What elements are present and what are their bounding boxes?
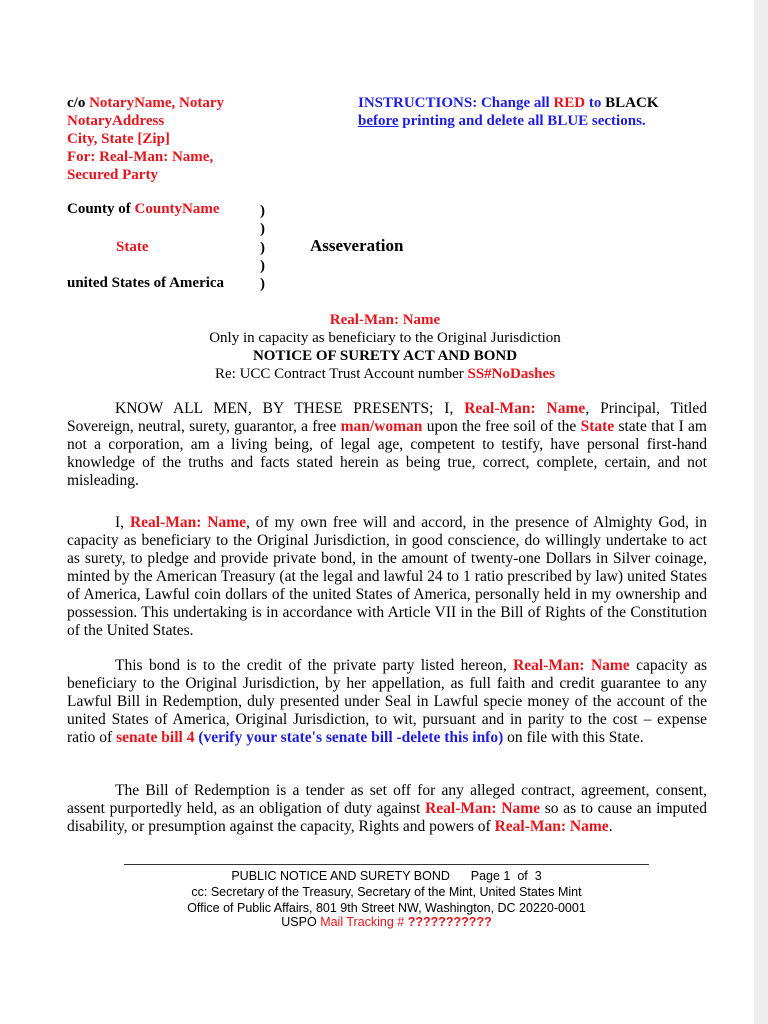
paragraph-pledge: I, Real-Man: Name, of my own free will and accord, in the presence of Almighty God, in capacity as beneficiary to the Original Jurisdiction, in good conscience, do willingly undertake to act as surety, to pledge and provide private bond, in the amount of twenty-one Dollars in Silver coinage, minted by the American Treasury (at the legal and lawful 24 to 1 ratio prescribed by law) united States of America, Lawful coin dollars of the united States of America, personally held in my ownership and possession. This undertaking is in accordance with Article VII in the Bill of Rights of the Constitution of the United States. [67, 514, 707, 639]
footer-title: PUBLIC NOTICE AND SURETY BOND [231, 869, 450, 883]
footer-office: Office of Public Affairs, 801 9th Street NW, Washington, DC 20220-0001 [187, 901, 586, 915]
heading-capacity: Only in capacity as beneficiary to the Original Jurisdiction [209, 330, 561, 346]
footer-cc: cc: Secretary of the Treasury, Secretary of the Mint, United States Mint [191, 885, 582, 899]
instructions-red-word: RED [553, 95, 586, 111]
real-man-name: Real-Man: Name [464, 400, 586, 417]
heading-name: Real-Man: Name [329, 312, 441, 328]
city-state-zip: City, State [Zip] [67, 131, 170, 147]
sender-address-block [67, 94, 224, 184]
venue-paren: ) [260, 258, 265, 274]
document-title: Asseveration [310, 236, 404, 255]
account-number: SS#NoDashes [467, 366, 556, 382]
instructions-rest: printing and delete all BLUE sections. [398, 113, 646, 129]
footer-rule [124, 864, 649, 865]
page-total: 3 [534, 869, 542, 883]
real-man-name: Real-Man: Name [425, 800, 541, 817]
real-man-name: Real-Man: Name [129, 514, 247, 531]
county-line [67, 201, 220, 218]
paragraph-know-all-men: KNOW ALL MEN, BY THESE PRESENTS; I, Real-Man: Name, Principal, Titled Sovereign, neutral, surety, guarantor, a free man/woman upon the free soil of the State state that I am not a corporation, am a living being, of legal age, competent to testify, have personal first-hand knowledge of the truths and facts stated herein as being true, correct, complete, certain, and not misleading. [67, 400, 707, 489]
page-number: 1 [503, 869, 511, 883]
real-man-name: Real-Man: Name [494, 818, 609, 835]
county-name: CountyName [134, 201, 220, 217]
re-label: Re: UCC Contract Trust Account number [214, 366, 468, 382]
notary-name: NotaryName, Notary [89, 95, 225, 111]
secured-party: Secured Party [67, 167, 158, 183]
page-of: of [517, 869, 528, 883]
page-label: Page [470, 869, 500, 883]
footer-title-line [124, 868, 649, 884]
instructions-to: to [585, 95, 606, 111]
instructions-block [358, 94, 658, 130]
footer-uspo-line [124, 914, 649, 930]
venue-paren: ) [260, 240, 265, 256]
venue-paren: ) [260, 276, 265, 292]
instructions-before: before [358, 113, 399, 129]
instructions-label: INSTRUCTIONS: Change all [358, 95, 554, 111]
venue-paren: ) [260, 221, 265, 237]
state-placeholder: State [580, 418, 615, 435]
real-man-name: Real-Man: Name [513, 657, 630, 674]
verify-note: (verify your state's senate bill -delete this info) [194, 729, 504, 746]
care-of-prefix: c/o [67, 95, 90, 111]
venue-state: State [116, 239, 149, 255]
venue-country: united States of America [67, 275, 225, 291]
page-edge-gutter [754, 0, 768, 1024]
re-line [67, 365, 703, 383]
gender-placeholder: man/woman [340, 418, 423, 435]
notary-address: NotaryAddress [67, 113, 165, 129]
senate-bill: senate bill 4 [116, 729, 195, 746]
uspo-label: USPO [281, 915, 321, 929]
mail-tracking-value: ??????????? [407, 915, 492, 929]
mail-tracking-label: Mail Tracking # [320, 915, 408, 929]
notice-title: NOTICE OF SURETY ACT AND BOND [252, 348, 518, 364]
paragraph-bond-credit: This bond is to the credit of the private party listed hereon, Real-Man: Name capacity as beneficiary to the Original Jurisdiction, by her appellation, as full faith and credit guarantee to any Lawful Bill in Redemption, duly presented under Seal in Lawful specie money of the account of the united States of America, Original Jurisdiction, to wit, pursuant and in parity to the cost – expense ratio of senate bill 4 (verify your state's senate bill -delete this info) on file with this State. [67, 657, 707, 746]
paragraph-redemption: The Bill of Redemption is a tender as set off for any alleged contract, agreement, consent, assent purportedly held, as an obligation of duty against Real-Man: Name so as to cause an imputed disability, or presumption against the capacity, Rights and powers of Real-Man: Name. [67, 782, 707, 835]
instructions-black-word: BLACK [605, 95, 659, 111]
venue-paren: ) [260, 203, 265, 219]
county-label: County of [67, 201, 135, 217]
for-party: For: Real-Man: Name, [67, 149, 214, 165]
